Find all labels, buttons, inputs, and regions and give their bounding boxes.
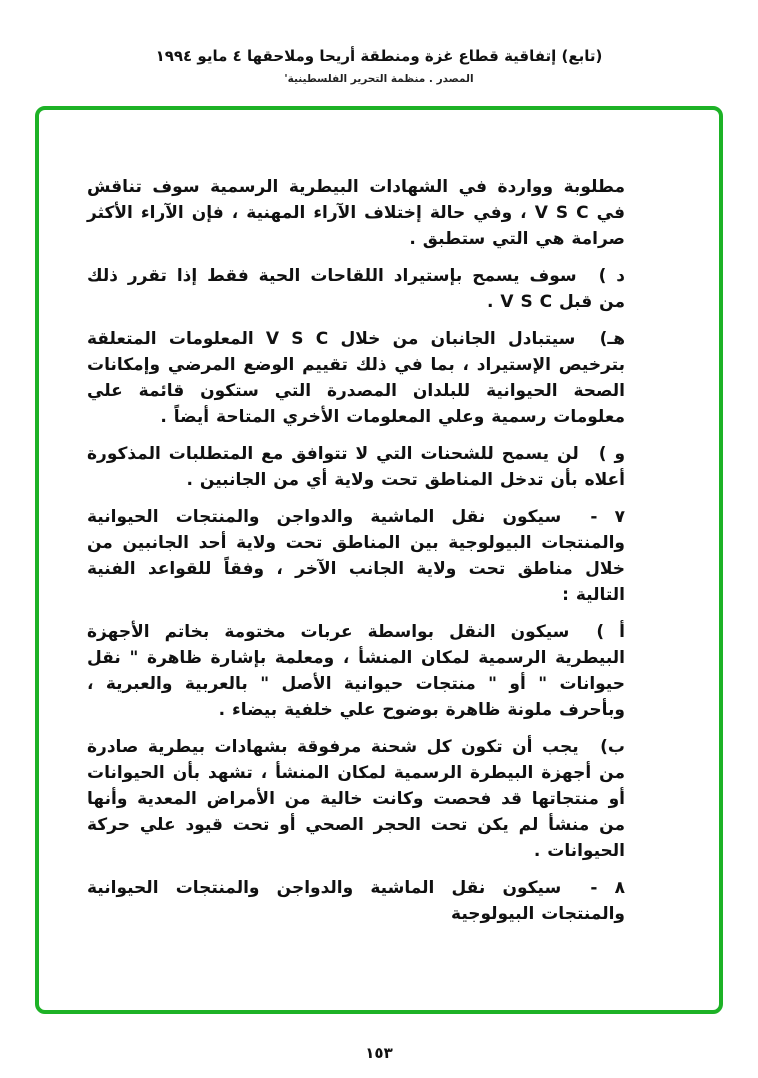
item-8 <box>87 875 625 927</box>
clause-marker: و ) <box>598 444 626 464</box>
item-7 <box>87 504 625 608</box>
page-number: ١٥٣ <box>365 1044 393 1062</box>
clause-marker: هـ) <box>599 329 626 349</box>
subclause-marker: ب) <box>600 737 626 757</box>
document-title: (تابع) إتفاقية قطاع غزة ومنطقة أريحا وملاحقها ٤ مايو ١٩٩٤ <box>155 47 603 65</box>
clause-text: مطلوبة وواردة في الشهادات البيطرية الرسمية سوف تناقش في V S C ، وفي حالة إختلاف الآراء المهنية ، فإن الآراء الأكثر صرامة هي التي ستطبق . <box>87 177 626 249</box>
subclause-a <box>87 619 625 723</box>
item-text: سيكون نقل الماشية والدواجن والمنتجات الحيوانية والمنتجات البيولوجية <box>87 878 625 924</box>
document-body <box>39 110 719 927</box>
clause-marker: د ) <box>598 266 626 286</box>
paragraph-continuation <box>87 174 625 252</box>
item-marker: ٨ - <box>590 878 625 898</box>
subclause-text: سيكون النقل بواسطة عربات مختومة بخاتم الأجهزة البيطرية الرسمية لمكان المنشأ ، ومعلمة بإشارة ظاهرة " نقل حيوانات " أو " منتجات حيوانية الأصل " بالعربية والعبرية ، وبأحرف ملونة ظاهرة بوضوح علي خلفية بيضاء . <box>87 622 625 720</box>
green-frame-border <box>35 106 723 1014</box>
clause-h <box>87 326 625 430</box>
clause-text: سيتبادل الجانبان من خلال V S C المعلومات المتعلقة بترخيص الإستيراد ، بما في ذلك تقييم الوضع المرضي وإمكانات الصحة الحيوانية للبلدان المصدرة التي ستكون قائمة علي معلومات رسمية وعلي المعلومات الأخري المتاحة أيضاً . <box>87 329 625 427</box>
clause-text: سوف يسمح بإستيراد اللقاحات الحية فقط إذا تقرر ذلك من قبل V S C . <box>87 266 625 312</box>
page-header <box>0 0 758 86</box>
subclause-b <box>87 734 625 864</box>
document-source: المصدر . منظمة التحرير الفلسطينية' <box>284 73 474 85</box>
item-text: سيكون نقل الماشية والدواجن والمنتجات الحيوانية والمنتجات البيولوجية بين المناطق تحت ولاية أحد الجانبين من خلال مناطق تحت ولاية الجانب الآخر ، وفقاً للقواعد الفنية التالية : <box>87 507 625 605</box>
clause-d <box>87 263 625 315</box>
clause-text: لن يسمح للشحنات التي لا تتوافق مع المتطلبات المذكورة أعلاه بأن تدخل المناطق تحت ولاية أي من الجانبين . <box>87 444 625 490</box>
subclause-marker: أ ) <box>596 622 626 642</box>
clause-w <box>87 441 625 493</box>
item-marker: ٧ - <box>590 507 625 527</box>
subclause-text: يجب أن تكون كل شحنة مرفوقة بشهادات بيطرية صادرة من أجهزة البيطرة الرسمية لمكان المنشأ ، تشهد بأن الحيوانات أو منتجاتها قد فحصت وكانت خالية من الأمراض المعدية وأنها من منشأ لم يكن تحت الحجر الصحي أو تحت قيود علي حركة الحيوانات . <box>87 737 625 861</box>
